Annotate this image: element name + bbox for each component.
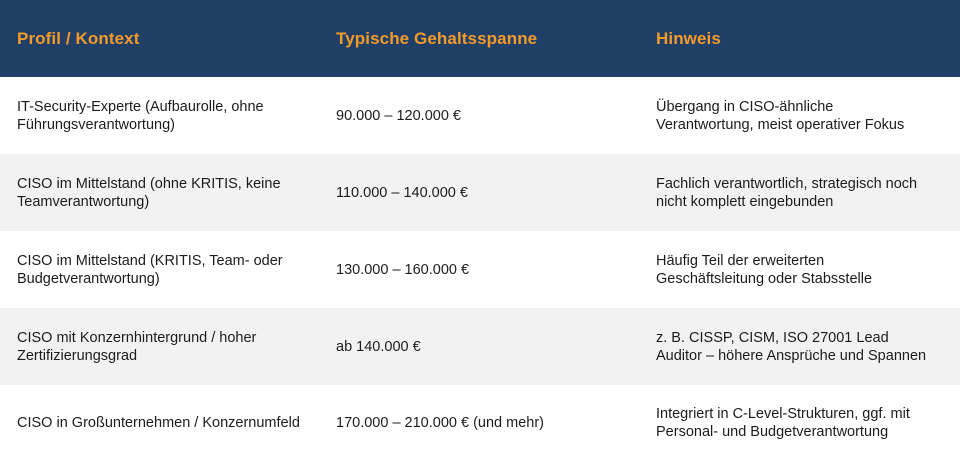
table-row	[0, 308, 960, 385]
row-note: Fachlich verantwortlich, strategisch noch nicht komplett eingebunden	[656, 175, 918, 210]
row-note: Integriert in C-Level-Strukturen, ggf. mit Personal- und Budgetverantwortung	[656, 406, 910, 440]
row-salary: 170.000 – 210.000 € (und mehr)	[336, 415, 544, 431]
row-note: Übergang in CISO-ähnliche Verantwortung, meist operativer Fokus	[656, 98, 905, 133]
row-salary: 110.000 – 140.000 €	[336, 184, 468, 201]
row-note: z. B. CISSP, CISM, ISO 27001 Lead Auditor – höhere Ansprüche und Spannen	[656, 329, 927, 364]
row-profile: CISO in Großunternehmen / Konzernumfeld	[17, 415, 300, 431]
row-profile: CISO im Mittelstand (ohne KRITIS, keine Teamverantwortung)	[17, 175, 281, 210]
table-row	[0, 77, 960, 154]
row-profile: IT-Security-Experte (Aufbaurolle, ohne Führungsverantwortung)	[17, 98, 264, 133]
table-row	[0, 154, 960, 231]
header-salary: Typische Gehaltsspanne	[336, 28, 538, 48]
table-row	[0, 385, 960, 461]
header-note: Hinweis	[656, 28, 721, 48]
header-profile: Profil / Kontext	[17, 28, 140, 48]
row-note: Häufig Teil der erweiterten Geschäftsleitung oder Stabsstelle	[656, 252, 873, 287]
row-profile: CISO mit Konzernhintergrund / hoher Zertifizierungsgrad	[17, 329, 257, 364]
row-salary: ab 140.000 €	[336, 338, 421, 355]
table-row	[0, 231, 960, 308]
row-salary: 130.000 – 160.000 €	[336, 261, 470, 278]
row-salary: 90.000 – 120.000 €	[336, 107, 461, 124]
row-profile: CISO im Mittelstand (KRITIS, Team- oder Budgetverantwortung)	[17, 252, 283, 287]
table-header	[0, 0, 960, 77]
